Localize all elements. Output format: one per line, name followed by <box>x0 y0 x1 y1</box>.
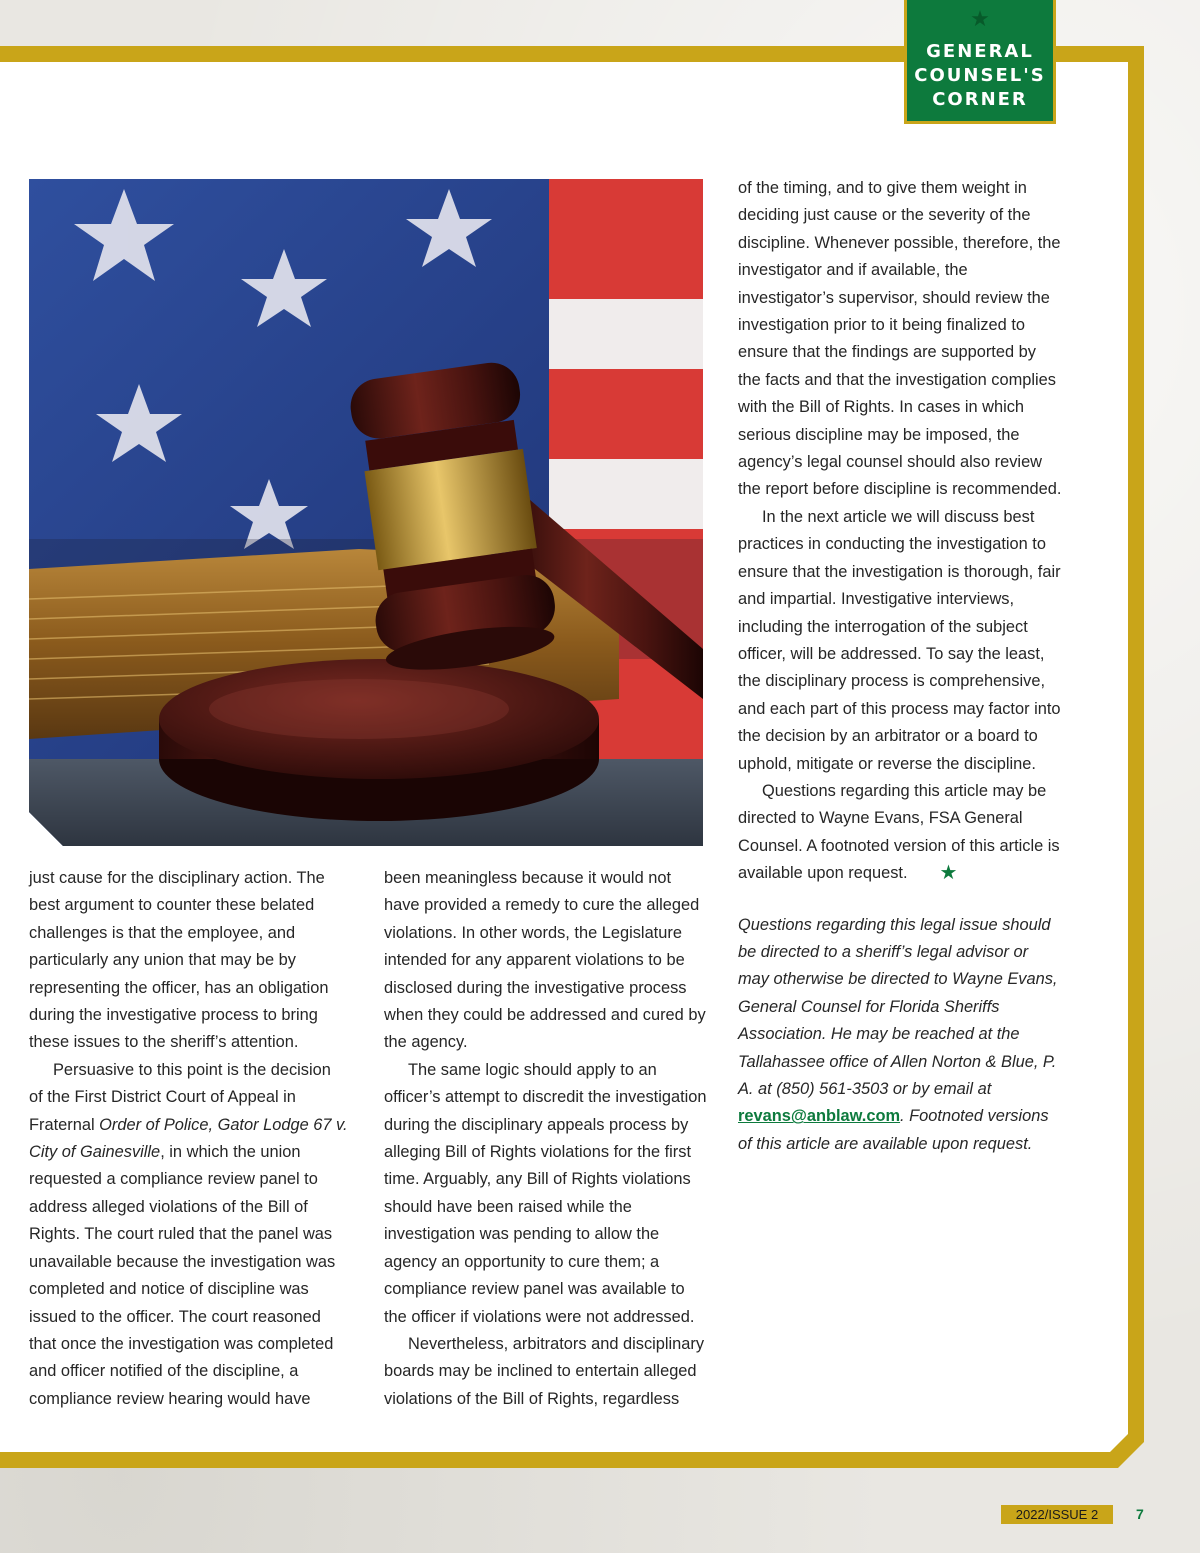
section-badge-line: COUNSEL'S <box>914 65 1046 86</box>
issue-label: 2022/ISSUE 2 <box>1001 1505 1113 1524</box>
article-column-2 <box>384 865 709 1413</box>
text-run: Questions regarding this legal issue should be directed to a sheriff’s legal advisor or may otherwise be directed to Wayne Evans, General Counsel for Florida Sheriffs Association. He may be reached at the Tallahassee office of Allen Norton & Blue, P. A. at (850) 561-3503 or by email at <box>738 915 1058 1098</box>
paragraph: In the next article we will discuss best practices in conducting the investigation to ensure that the investigation is thorough, fair and impartial. Investigative interviews, including the interrogation of the subject officer, will be addressed. To say the least, the disciplinary process is comprehensive, and each part of this process may factor into the decision by an arbitrator or a board to uphold, mitigate or reverse the discipline. <box>738 507 1061 773</box>
paragraph <box>29 1057 349 1413</box>
gavel-photo <box>29 179 703 846</box>
text-run: Questions regarding this article may be directed to Wayne Evans, FSA General Counsel. A footnoted version of this article is available upon request. <box>738 781 1060 883</box>
end-star-icon: ★ <box>939 862 958 885</box>
section-badge-line: GENERAL <box>926 41 1034 62</box>
paragraph <box>738 778 1063 888</box>
case-citation: Order of Police, Gator Lodge 67 v. City of Gainesville <box>29 1115 348 1162</box>
section-badge-title <box>907 40 1053 112</box>
section-badge-line: CORNER <box>932 89 1028 110</box>
page-number: 7 <box>1136 1506 1144 1522</box>
star-icon: ★ <box>970 6 990 31</box>
email-link[interactable]: revans@anblaw.com <box>738 1107 901 1126</box>
text-run: . Footnoted versions of this article are available upon request. <box>738 1107 1049 1153</box>
paragraph: Nevertheless, arbitrators and disciplinary boards may be inclined to entertain alleged violations of the Bill of Rights, regardless <box>384 1334 705 1408</box>
text-run: , in which the union requested a compliance review panel to address alleged violations of the Bill of Rights. The court ruled that the panel was unavailable because the investigation was completed and notice of discipline was issued to the officer. The court reasoned that once the investigation was completed and officer notified of the discipline, a compliance review hearing would have <box>29 1143 336 1408</box>
section-badge <box>907 0 1053 121</box>
paragraph: been meaningless because it would not have provided a remedy to cure the alleged violations. In other words, the Legislature intended for any apparent violations to be disclosed during the investigative process when they could be addressed and cured by the agency. <box>384 869 706 1052</box>
article-column-3 <box>738 175 1063 1158</box>
paragraph: of the timing, and to give them weight in deciding just cause or the severity of the discipline. Whenever possible, therefore, the investigator and if available, the investigator’s supervisor, should review the investigation prior to it being finalized to ensure that the findings are supported by the facts and that the investigation complies with the Bill of Rights. In cases in which serious discipline may be imposed, the agency’s legal counsel should also review the report before discipline is recommended. <box>738 179 1062 499</box>
gavel-on-book-with-flag-photo-icon <box>29 179 703 846</box>
paragraph: just cause for the disciplinary action. The best argument to counter these belated challenges is that the employee, and particularly any union that may be by representing the officer, has an obligation during the investigative process to bring these issues to the sheriff’s attention. <box>29 869 329 1052</box>
article-column-1 <box>29 865 349 1413</box>
text-run: Persuasive to this point is the decision of the First District Court of Appeal in Fraternal <box>29 1060 331 1134</box>
paragraph: The same logic should apply to an officer’s attempt to discredit the investigation during the disciplinary appeals process by alleging Bill of Rights violations for the first time. Arguably, any Bill of Rights violations should have been raised while the investigation was pending to allow the agency an opportunity to cure them; a compliance review panel was available to the officer if violations were not addressed. <box>384 1060 707 1326</box>
author-bio <box>738 912 1063 1159</box>
